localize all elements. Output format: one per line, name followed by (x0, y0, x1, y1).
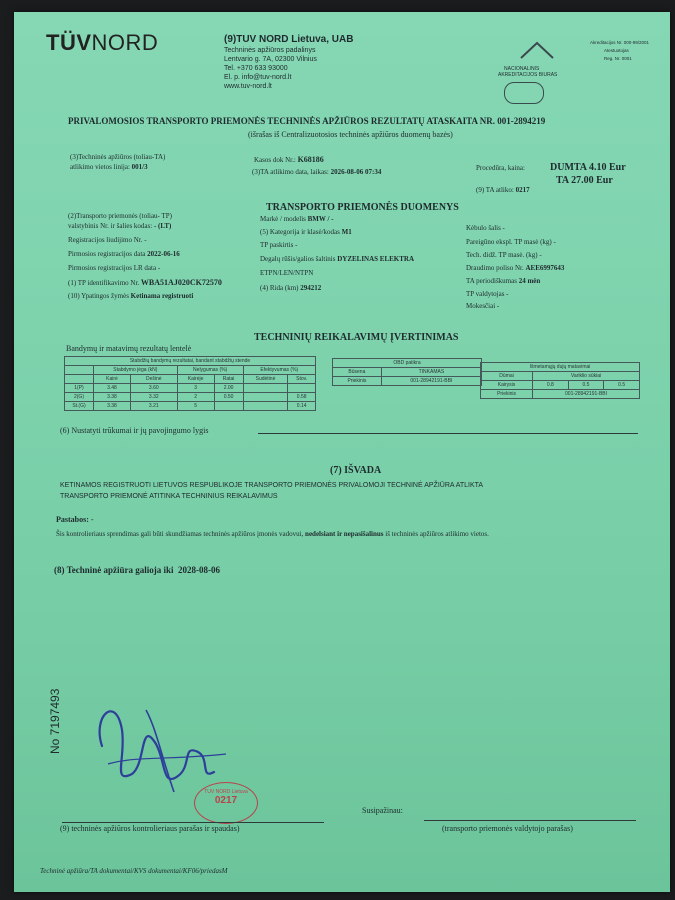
emission-table-caption: Išmetamųjų dujų matavimai (481, 363, 640, 372)
measurements-caption: Bandymų ir matavimų rezultatų lentelė (66, 344, 192, 353)
tuv-nord-logo: TÜVNORD (46, 30, 159, 55)
table-row: 2(G) 3.38 3.32 2 0.50 0.58 (65, 393, 316, 402)
brake-table-caption: Stabdžių bandymų rezultatai, bandant stabdžių stende (65, 357, 316, 366)
inspector-code: (9) TA atliko: 0217 (476, 186, 530, 194)
acknowledged-label: Susipažinau: (362, 806, 403, 815)
body-color: Kėbulo šalis - (466, 224, 505, 232)
obd-table-caption: OBD patikra (333, 359, 482, 368)
controller-signature-label: (9) techninės apžiūros kontrolieriaus parašas ir spaudas) (60, 824, 240, 833)
table-header: Efektyvumas (%) (243, 366, 315, 375)
controller-signature-line (62, 822, 324, 823)
brake-results-table (64, 356, 316, 411)
make-model: Markė / modelis BMW / - (260, 215, 334, 223)
inspection-period: TA periodiškumas 24 mėn (466, 277, 541, 285)
top-right-line-2: Atestuotojas (604, 48, 629, 53)
defects-line (258, 433, 638, 434)
table-row: St.(G) 3.38 3.21 5 0.14 (65, 402, 316, 411)
company-email: El. p. info@tuv-nord.lt (224, 74, 292, 81)
reg-number-label: (2)Transporto priemonės (toliau- TP) (68, 212, 173, 220)
table-subheader: Sudėtinė (243, 375, 288, 384)
accreditation-label-2: AKREDITACIJOS BIURAS (498, 72, 558, 78)
taxes: Mokesčiai - (466, 302, 500, 310)
receipt-number: Kasos dok Nr.: K68186 (254, 155, 324, 164)
inspection-price: TA 27.00 Eur (556, 175, 613, 186)
notes: Pastabos: - (56, 515, 94, 524)
vehicle-category: (5) Kategorija ir klasė/kodas M1 (260, 228, 352, 236)
document-footer: Techninė apžiūra/TA dokumentai/KVS dokumentai/KF06/priedasM (40, 867, 228, 875)
table-header: Nelygumas (%) (177, 366, 243, 375)
special-marks: (10) Ypatingos žymės Ketinama registruoti (68, 292, 194, 300)
insurance-policy: Draudimo poliso Nr. AEE6997643 (466, 264, 565, 272)
accreditation-seal-icon (504, 82, 544, 104)
company-name: (9)TUV NORD Lietuva, UAB (224, 34, 354, 45)
obd-check-table: OBD patikra Būsena TINKAMAS Priekinis 001-28942191-BBI (332, 358, 482, 386)
company-web: www.tuv-nord.lt (224, 83, 272, 90)
table-subheader: Kairėje (177, 375, 214, 384)
conclusion-line-2: TRANSPORTO PRIEMONĖ ATITINKA TECHNINIUS REIKALAVIMUS (60, 493, 278, 500)
company-phone: Tel. +370 633 93000 (224, 65, 288, 72)
vehicle-section-title: TRANSPORTO PRIEMONĖS DUOMENYS (266, 202, 459, 213)
appeal-text: Šis kontrolieriaus sprendimas gali būti skundžiamas techninės apžiūros įmonės vadovui, nedelsiant ir nepasišalinus iš techninės apžiūros atlikimo vietos. (56, 530, 489, 538)
valid-until: (8) Techninė apžiūra galioja iki 2028-08-06 (54, 565, 221, 575)
accreditation-label-1: NACIONALINIS (504, 66, 540, 72)
table-subheader: Kairė (93, 375, 130, 384)
vehicle-owner: TP valdytojas - (466, 290, 509, 298)
top-right-line-1: Akreditacijos Nr. 000-99/2001 (590, 40, 650, 45)
emission-table: Išmetamųjų dujų matavimai Dūmai Variklio sūkiai Kairysis 0.8 0.5 0.5 Priekinis 001-28942191-BBI (480, 362, 640, 399)
inspection-point-label: (3)Techninės apžiūros (toliau-TA) (70, 153, 166, 161)
defects-label: (6) Nustatyti trūkumai ir jų pavojingumo lygis (60, 426, 209, 435)
mileage: (4) Rida (km) 294212 (260, 284, 322, 292)
procedure-price: DUMTA 4.10 Eur (550, 162, 626, 173)
report-title: PRIVALOMOSIOS TRANSPORTO PRIEMONĖS TECHNINĖS APŽIŪROS REZULTATŲ ATASKAITA NR. 001-2894219 (68, 116, 546, 126)
table-row: 1(P) 3.48 3.60 3 2.00 (65, 384, 316, 393)
requirements-title: TECHNINIŲ REIKALAVIMŲ ĮVERTINIMAS (254, 332, 459, 343)
owner-signature-label: (transporto priemonės valdytojo parašas) (442, 824, 573, 833)
tech-mass: Tech. didž. TP masė. (kg) - (466, 251, 542, 259)
first-registration: Pirmosios registracijos data 2022-06-16 (68, 250, 180, 258)
first-registration-lt: Pirmosios registracijos LR data - (68, 264, 161, 272)
report-subtitle: (išrašas iš Centralizuotosios techninės apžiūros duomenų bazės) (248, 130, 453, 139)
inspection-report-paper (14, 12, 670, 892)
table-cell (65, 366, 94, 375)
table-subheader: Stov. (288, 375, 316, 384)
procedure-label: Procedūra, kaina: (476, 164, 525, 172)
conclusion-line-1: KETINAMOS REGISTRUOTI LIETUVOS RESPUBLIKOJE TRANSPORTO PRIEMONĖS PRIVALOMOJI TECHNINĖ APŽIŪRA ATLIKTA (60, 482, 484, 489)
inspection-date: (3)TA atlikimo data, laikas: 2026-08-06 07:34 (252, 168, 382, 176)
top-right-line-3: Reg. Nr. 0001 (604, 56, 632, 61)
barcode-number: No 7197493 (48, 688, 62, 754)
fuel-type: Degalų rūšis/galios šaltinis DYZELINAS ELEKTRA (260, 255, 415, 263)
company-subtitle: Techninės apžiūros padalinys (224, 47, 316, 54)
vin-number: (1) TP identifikavimo Nr. WBA51AJ020CK72570 (68, 278, 222, 287)
table-header: Stabdymo jėga (kN) (93, 366, 177, 375)
etpn-label: ETPN/LEN/NTPN (260, 269, 314, 277)
reg-number: valstybinis Nr. ir šalies kodas: - (LT) (68, 222, 172, 230)
company-address: Lentvario g. 7A, 02300 Vilnius (224, 56, 317, 63)
table-cell (65, 375, 94, 384)
table-subheader: Ratai (214, 375, 243, 384)
inspection-point-label-2: atlikimo vietos linija: 001/3 (70, 163, 148, 171)
inspector-stamp: TUV NORD Lietuva 0217 (194, 782, 258, 824)
mass: Pareigūno ekspl. TP masė (kg) - (466, 238, 556, 246)
reg-certificate: Registracijos liudijimo Nr. - (68, 236, 147, 244)
vehicle-purpose: TP paskirtis - (260, 241, 298, 249)
table-subheader: Dešinė (130, 375, 177, 384)
conclusion-title: (7) IŠVADA (330, 465, 382, 476)
accreditation-logo-icon (519, 40, 555, 65)
owner-signature-line (424, 820, 636, 821)
